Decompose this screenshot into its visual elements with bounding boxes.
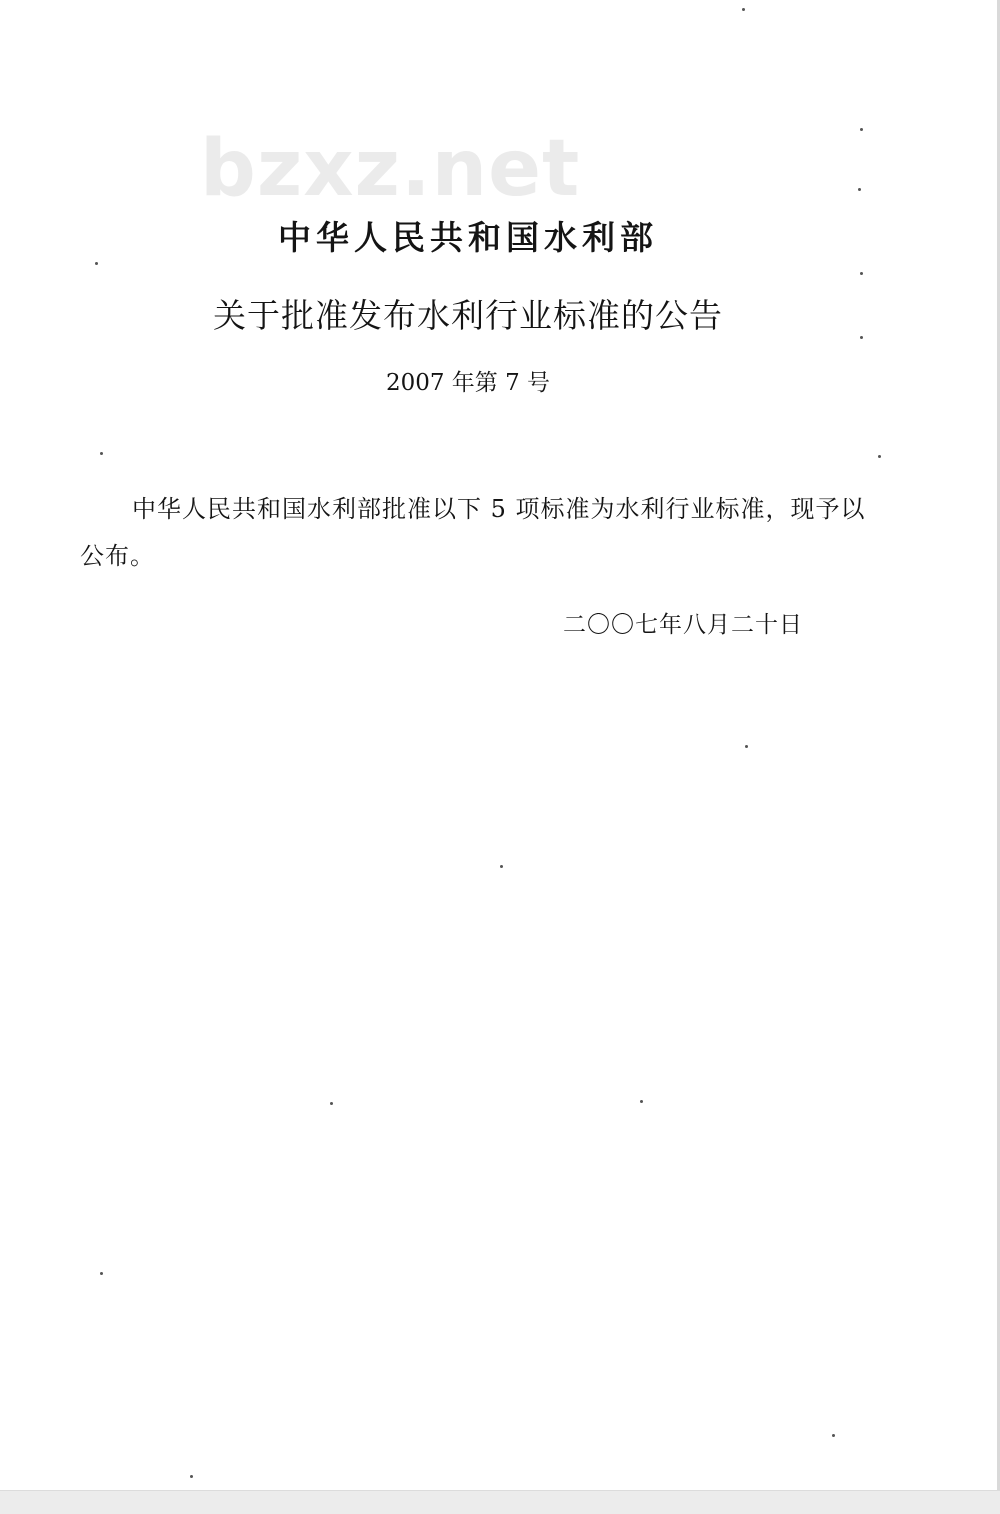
announcement-body: 中华人民共和国水利部批准以下 5 项标准为水利行业标准，现予以公布。 bbox=[80, 495, 866, 570]
announcement-date: 二〇〇七年八月二十日 bbox=[563, 612, 803, 638]
issuing-authority-title: 中华人民共和国水利部 bbox=[278, 218, 658, 257]
viewer-bottom-strip bbox=[0, 1490, 1000, 1514]
announcement-title: 关于批准发布水利行业标准的公告 bbox=[213, 296, 723, 335]
document-number: 2007 年第 7 号 bbox=[385, 370, 551, 396]
watermark: bzxz.net bbox=[200, 124, 581, 214]
